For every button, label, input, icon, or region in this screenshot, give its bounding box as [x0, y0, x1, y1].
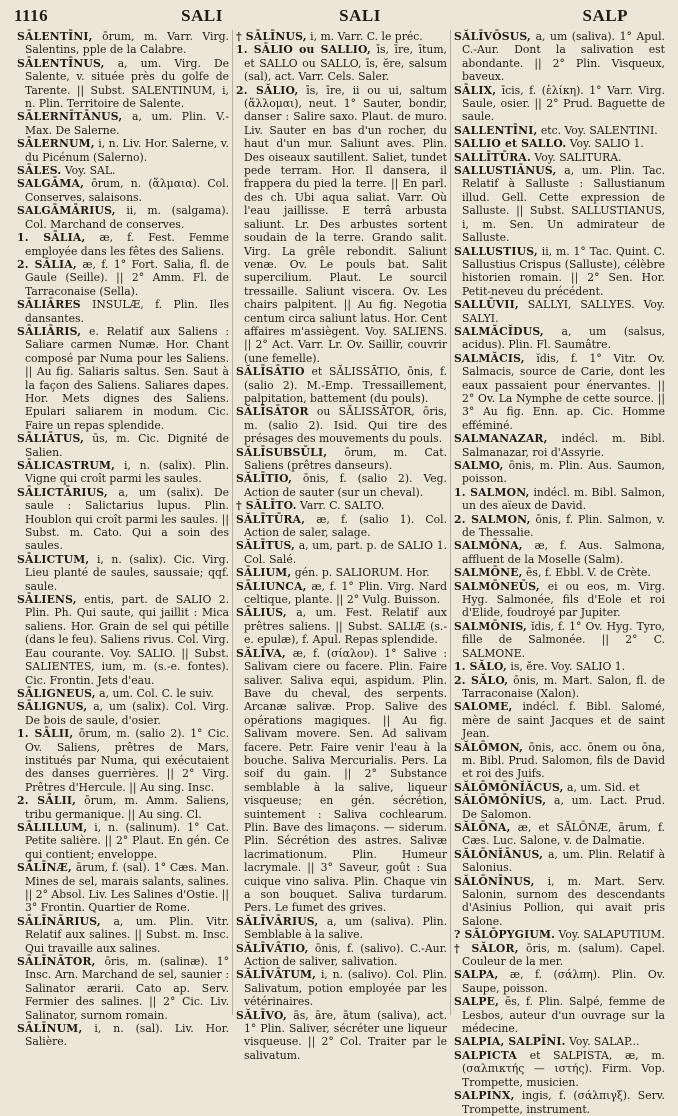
entry-headword: SALGĀMĀRIUS,	[17, 204, 116, 218]
entry-definition: æ, et SĂLŌNÆ, ārum, f. Cæs. Luc. Salone, v. de Dalmatie.	[462, 820, 665, 848]
dictionary-entry	[236, 915, 447, 942]
entry-definition: ōnis, acc. ōnem ou ōna, m. Bibl. Prud. Salomon, fils de David et roi des Juifs.	[462, 740, 665, 781]
entry-headword: SĂLĪTIO,	[236, 472, 293, 486]
entry-headword: 1. SĀLIA,	[17, 231, 86, 245]
entry-headword: SALPICTA	[454, 1048, 517, 1062]
entry-headword: SĂLŌMŌNĬUS,	[454, 794, 547, 808]
entry-headword: SĂLŌNĪNUS,	[454, 874, 535, 888]
entry-headword: SALLENTĪNI,	[454, 123, 538, 137]
entry-headword: SALLĪTŪRA.	[454, 150, 531, 164]
entry-definition: īcis, f. (ἑλίκη). 1° Varr. Virg. Saule, osier. || 2° Prud. Baguette de saule.	[462, 83, 665, 124]
entry-definition: a, um. Virg. De Salente, v. située près du golfe de Tarente. || Subst. SALENTINUM, i, n. Plin. Territoire de Salente.	[25, 56, 229, 111]
entry-definition: indécl. m. Bibl. Salmon, un des aïeux de David.	[462, 485, 665, 513]
column-3	[450, 30, 668, 1116]
entry-headword: SĀLIUS,	[236, 606, 287, 620]
dictionary-entry	[236, 43, 447, 83]
entry-headword: † SĀLĪNUS,	[236, 30, 307, 43]
entry-headword: 1. SĀLIO ou SALLIO,	[236, 43, 371, 57]
entry-definition: et SALPISTA, æ, m. (σαλπικτής — ιστής). Firm. Vop. Trompette, musicien.	[462, 1048, 665, 1089]
entry-definition: a, um, part. p. de SALIO 1. Col. Salé.	[244, 539, 447, 566]
entry-definition: a, um (saliva). Plin. Semblable à la salive.	[244, 914, 447, 942]
entry-definition: æ, f. (σίαλον). 1° Salive : Salivam ciere ou facere. Plin. Faire saliver. Saliva equi, aspidum. Plin. Bave du cheval, des serpents. Arcanæ salivæ. Prop. Salive des opérations magiques. || Au fig. Salivam movere. Sen. Ad salivam facere. Petr. Faire venir l'eau à la bouche. Saliva Mercurialis. Pers. La soif du gain. || 2° Substance semblable à la salive, liqueur visqueuse; en gén. sécrétion, suintement : Saliva cochlearum. Plin. Bave des limaçons. — siderum. Plin. Sécrétion des astres. Salivæ lacrimationum. Plin. Humeur lacrymale. || 3° Saveur, goût : Sua cuique vino saliva. Plin. Chaque vin a son bouquet. Saliva turdarum. Pers. Le fumet des grives.	[244, 646, 447, 915]
entry-definition: Voy. SALITURA.	[534, 150, 622, 164]
dictionary-entry	[454, 30, 665, 84]
entry-definition: a, um. Plin. Tac. Relatif à Salluste : Sallustianum illud. Gell. Cette expression de Salluste. || Subst. SALLUSTIANUS, i, m. Sen. Un admirateur de Salluste.	[462, 164, 665, 245]
entry-definition: i, n. (salix). Plin. Vigne qui croît parmi les saules.	[25, 459, 230, 486]
dictionary-entry	[17, 486, 229, 553]
column-1	[14, 30, 232, 1049]
entry-definition: Voy. SALAP...	[569, 1035, 640, 1049]
entry-headword: 1. SALMON,	[454, 485, 530, 499]
entry-headword: † SĂLĪTO.	[236, 499, 297, 513]
entry-headword: SALLUSTIUS,	[454, 244, 538, 258]
entry-headword: SALMŌNE,	[454, 566, 523, 580]
entry-headword: SĀLIENS,	[17, 593, 77, 607]
dictionary-entry	[454, 1089, 665, 1116]
entry-headword: 1. SĀLII,	[17, 727, 74, 741]
dictionary-entry	[17, 57, 229, 111]
dictionary-entry	[454, 137, 665, 150]
entry-definition: īs, īre, ītum, et SALLO ou SALLO, īs, ĕre, salsum (sal), act. Varr. Cels. Saler.	[244, 43, 447, 84]
dictionary-entry	[454, 660, 665, 673]
column-2	[232, 30, 450, 1062]
dictionary-entry	[236, 539, 447, 566]
entry-headword: SALMŌNEŪS,	[454, 579, 540, 593]
page-number: 1116	[14, 6, 49, 25]
entry-headword: SĀLICASTRUM,	[17, 459, 116, 472]
entry-headword: SALLIO et SALLO.	[454, 137, 567, 151]
dictionary-entry	[17, 1022, 229, 1049]
entry-headword: 1. SĂLO,	[454, 660, 507, 674]
dictionary-entry	[236, 606, 447, 646]
entry-definition: ōnis, f. Plin. Salmon, v. de Thessalie.	[462, 512, 666, 540]
entry-definition: ōrum, m. Amm. Saliens, tribu germanique. || Au sing. Cl.	[25, 794, 229, 821]
dictionary-entry	[454, 620, 665, 660]
entry-definition: ōrum, m. (salio 2). 1° Cic. Ov. Saliens, prêtres de Mars, institués par Numa, qui exécutaient des danses guerrières. || 2° Virg. Prêtres d'Hercule. || Au sing. Insc.	[25, 727, 229, 794]
entry-definition: ii, m. (salgama). Col. Marchand de conserves.	[25, 204, 229, 231]
entry-headword: SĂLĪVĀTUM,	[236, 968, 317, 982]
dictionary-entry	[17, 164, 229, 177]
dictionary-entry	[454, 151, 665, 164]
dictionary-entry	[17, 177, 229, 204]
dictionary-entry	[17, 432, 229, 459]
entry-definition: ĭdis, f. 1° Vitr. Ov. Salmacis, source de Carie, dont les eaux passaient pour énervantes. || 2° Ov. La Nymphe de cette source. || 3° Au fig. Enn. ap. Cic. Homme efféminé.	[462, 351, 665, 432]
entry-definition: gén. p. SALIORUM. Hor.	[294, 566, 430, 580]
dictionary-entry	[454, 995, 665, 1035]
dictionary-entry	[236, 968, 447, 1008]
entry-headword: SALPA,	[454, 968, 499, 982]
guide-word-right: SALP	[582, 6, 628, 25]
dictionary-entry	[454, 298, 665, 325]
entry-headword: SĀLĪNĀRIUS,	[17, 914, 101, 928]
entry-headword: ? SĂLŌPYGIUM.	[454, 928, 556, 942]
dictionary-entry	[17, 915, 229, 955]
entry-definition: a, um (salix). De saule : Salictarius lupus. Plin. Houblon qui croît parmi les saules. || Subst. m. Cato. Qui a soin des saules.	[25, 485, 230, 553]
entry-definition: ōnis, f. (salivo). C.-Aur. Action de saliver, salivation.	[244, 941, 447, 969]
entry-headword: SĀLERNĪTĀNUS,	[17, 110, 123, 124]
entry-definition: æ, f. 1° Plin. Virg. Nard celtique, plante. || 2° Vulg. Buisson.	[244, 579, 447, 607]
entry-headword: SĂLĪTUS,	[236, 539, 296, 553]
dictionary-entry	[454, 741, 665, 781]
entry-definition: ōrum, m. Cat. Saliens (prêtres danseurs).	[244, 445, 447, 472]
entry-headword: SĀLĪNÆ,	[17, 861, 73, 875]
entry-headword: SĂLĪVŌSUS,	[454, 30, 531, 43]
guide-word-left: SALI	[181, 6, 223, 25]
entry-definition: æ, f. Aus. Salmona, affluent de la Moselle (Salm).	[462, 539, 665, 566]
entry-headword: SĀLIUM,	[236, 566, 292, 580]
entry-headword: 2. SĂLIO,	[236, 83, 299, 97]
entry-headword: 2. SALMON,	[454, 512, 531, 526]
entry-definition: i, n. Liv. Hor. Salerne, v. du Picénum (Salerno).	[25, 137, 229, 164]
entry-definition: ōnis, m. Mart. Salon, fl. de Tarraconaise (Xalon).	[462, 673, 666, 700]
entry-definition: ūs, m. Cic. Dignité de Salien.	[25, 432, 229, 459]
dictionary-entry	[236, 1009, 447, 1063]
entry-definition: is, ĕre. Voy. SALIO 1.	[510, 660, 626, 674]
entry-headword: SALMANAZAR,	[454, 432, 548, 446]
dictionary-entry	[17, 700, 229, 727]
entry-headword: SĂLĪVO,	[236, 1008, 287, 1022]
dictionary-entry	[17, 794, 229, 821]
dictionary-entry	[454, 674, 665, 701]
dictionary-entry	[17, 30, 229, 57]
entry-definition: et SĂLISSĀTIO, ōnis, f. (salio 2). M.-Emp. Tressaillement, palpitation, battement (du pouls).	[244, 365, 447, 405]
dictionary-entry	[17, 727, 229, 794]
entry-definition: ās, āre, ātum (saliva), act. 1° Plin. Saliver, sécréter une liqueur visqueuse. || 2° Col. Traiter par le salivatum.	[244, 1008, 448, 1062]
dictionary-entry	[454, 875, 665, 929]
entry-definition: SALLYI, SALLYES. Voy. SALYI.	[462, 298, 665, 325]
entry-headword: † SĂLOR,	[454, 941, 519, 955]
entry-headword: 2. SĀLII,	[17, 794, 77, 808]
entry-definition: æ, f. Fest. Femme employée dans les fêtes des Saliens.	[25, 231, 229, 258]
entry-headword: SĀLERNUM,	[17, 137, 95, 151]
dictionary-entry	[454, 821, 665, 848]
entry-definition: īs, īre, ii ou ui, saltum (ἅλλομαι), neut. 1° Sauter, bondir, danser : Salire saxo. Plaut. de muro. Liv. Sauter en bas d'un rocher, du haut d'un mur. Saliunt aves. Plin. Des oiseaux sautillent. Saliet, tundet pede terram. Hor. Il dansera, il frappera du pied la terre. || En parl. des ch. Ubi aqua saliat. Varr. Où l'eau jaillisse. E terrâ arbusta saliunt. Lr. Des arbustes sortent soudain de la terre. Grando salit. Virg. La grêle rebondit. Saliunt venæ. Ov. Le pouls bat. Salit supercilium. Plaut. Le sourcil tressaille. Saliunt viscera. Ov. Les chairs palpitent. || Au fig. Negotia centum circa saliunt latus. Hor. Cent affaires m'assiègent. Voy. SALIENS. || 2° Act. Varr. Lr. Ov. Saillir, couvrir (une femelle).	[244, 83, 447, 365]
entry-definition: ii, m. 1° Tac. Quint. C. Sallustius Crispus (Salluste), célèbre historien romain. || 2° Sen. Hor. Petit-neveu du précédent.	[462, 244, 665, 298]
entry-headword: SALMĂCIS,	[454, 351, 525, 365]
dictionary-entry	[17, 231, 229, 258]
dictionary-entry	[454, 1049, 665, 1089]
entry-definition: a, um (salix). Col. Virg. De bois de saule, d'osier.	[25, 700, 229, 727]
entry-headword: SALLUSTIĀNUS,	[454, 164, 557, 178]
entry-definition: æ, f. 1° Fort. Salia, fl. de Gaule (Seille). || 2° Amm. Fl. de Tarraconaise (Sella).	[25, 257, 229, 298]
entry-headword: SĂLĪSUBSŪLI,	[236, 445, 328, 459]
dictionary-entry	[454, 848, 665, 875]
entry-headword: SĂLĪVĀRIUS,	[236, 914, 319, 928]
dictionary-entry	[236, 566, 447, 579]
dictionary-entry	[17, 955, 229, 1022]
entry-definition: a, um. Fest. Relatif aux prêtres saliens. || Subst. SALIÆ (s.-e. epulæ), f. Apul. Repas splendide.	[244, 606, 447, 647]
entry-definition: indécl. f. Bibl. Salomé, mère de saint Jacques et de saint Jean.	[462, 700, 666, 741]
entry-headword: SALMŌNIS,	[454, 619, 528, 633]
dictionary-entry	[236, 472, 447, 499]
entry-headword: SĀLĪNĀTOR,	[17, 955, 96, 969]
dictionary-entry	[17, 459, 229, 486]
running-header	[14, 6, 668, 30]
dictionary-entry	[17, 687, 229, 700]
entry-headword: SĀLIGNEUS,	[17, 686, 96, 700]
entry-headword: SĀLICTĀRIUS,	[17, 485, 108, 499]
entry-definition: etc. Voy. SALENTINI.	[540, 123, 658, 137]
dictionary-entry	[236, 513, 447, 540]
entry-headword: SALGĀMA,	[17, 177, 85, 191]
dictionary-entry	[17, 593, 229, 687]
entry-definition: Varr. C. SALTO.	[300, 499, 385, 513]
dictionary-entry	[236, 647, 447, 915]
entry-definition: a, um. Lact. Prud. De Salomon.	[462, 794, 665, 821]
dictionary-entry	[17, 204, 229, 231]
entry-headword: SALPINX,	[454, 1089, 515, 1103]
dictionary-entry	[454, 942, 665, 969]
entry-definition: a, um. Sid. et	[567, 780, 640, 794]
entry-headword: SĂLĪVĀTIO,	[236, 941, 309, 955]
dictionary-entry	[454, 164, 665, 244]
entry-definition: ou SĂLISSĀTOR, ōris, m. (salio 2). Isid. Qui tire des présages des mouvements du pouls.	[244, 405, 447, 446]
entry-headword: SĀLIĀTUS,	[17, 432, 85, 446]
dictionary-entry	[454, 84, 665, 124]
dictionary-entry	[236, 405, 447, 445]
entry-headword: SĀLIX,	[454, 83, 497, 97]
entry-headword: SĀLIĀRES	[17, 298, 81, 312]
entry-headword: SĂLĪTŪRA,	[236, 512, 306, 526]
entry-definition: ei ou eos, m. Virg. Hyg. Salmonée, fils d'Eole et roi d'Elide, foudroyé par Jupiter.	[462, 579, 666, 620]
entry-headword: SĀLICTUM,	[17, 552, 90, 566]
entry-headword: SALPIA, SALPĪNI.	[454, 1035, 566, 1049]
entry-definition: a, um. Plin. Vitr. Relatif aux salines. || Subst. m. Insc. Qui travaille aux salines.	[25, 914, 230, 955]
entry-headword: SĀLIUNCA,	[236, 579, 307, 593]
entry-headword: SĂLĪVA,	[236, 646, 286, 660]
entry-headword: 2. SĀLIA,	[17, 257, 77, 271]
entry-headword: SĂLŌMON,	[454, 740, 524, 754]
entry-definition: ōnis, m. Plin. Aus. Saumon, poisson.	[462, 459, 665, 486]
entry-definition: a, um. Plin. Relatif à Salonius.	[462, 847, 665, 875]
dictionary-entry	[236, 365, 447, 405]
dictionary-entry	[454, 459, 665, 486]
entry-headword: SĂLŌNA,	[454, 820, 511, 834]
entry-headword: SALMĂCĬDUS,	[454, 324, 544, 338]
dictionary-entry	[454, 513, 665, 540]
dictionary-entry	[454, 1035, 665, 1048]
dictionary-entry	[17, 298, 229, 325]
entry-headword: SĂLŌMŌNĬĂCUS,	[454, 780, 564, 794]
entry-headword: SĂLĪSĀTIO	[236, 365, 305, 379]
entry-definition: ingis, f. (σάλπιγξ). Serv. Trompette, instrument.	[462, 1089, 665, 1116]
entry-definition: ōris, m. (salum). Capel. Couleur de la mer.	[462, 941, 665, 969]
entry-definition: i, m. Varr. C. le préc.	[310, 30, 423, 43]
entry-definition: INSULÆ, f. Plin. Iles dansantes.	[25, 298, 229, 325]
dictionary-entry	[454, 352, 665, 432]
entry-headword: SĀLILLUM,	[17, 820, 88, 834]
entry-definition: a, um. Col. C. le suiv.	[99, 686, 214, 700]
entry-headword: SALPE,	[454, 995, 500, 1009]
entry-definition: i, n. (sal). Liv. Hor. Salière.	[25, 1022, 229, 1049]
entry-definition: Voy. SALIO 1.	[569, 137, 644, 151]
entry-headword: SALMŌNA,	[454, 539, 523, 553]
entry-headword: SĀLES.	[17, 164, 62, 178]
entry-headword: SALLŪVII,	[454, 298, 519, 312]
dictionary-entry	[454, 124, 665, 137]
dictionary-entry	[454, 325, 665, 352]
dictionary-entry	[236, 942, 447, 969]
dictionary-entry	[236, 30, 447, 43]
dictionary-entry	[454, 539, 665, 566]
entry-definition: a, um (salsus, acidus). Plin. Fl. Saumâtre.	[462, 324, 665, 352]
entry-definition: ōrum, n. (ἅλμαια). Col. Conserves, salaisons.	[25, 177, 229, 204]
dictionary-entry	[454, 794, 665, 821]
dictionary-entry	[454, 580, 665, 620]
dictionary-entry	[454, 486, 665, 513]
dictionary-entry	[454, 432, 665, 459]
dictionary-entry	[236, 84, 447, 366]
dictionary-entry	[236, 446, 447, 473]
dictionary-entry	[17, 258, 229, 298]
dictionary-entry	[17, 821, 229, 861]
dictionary-entry	[454, 928, 665, 941]
entry-definition: æ, f. (σάλπη). Plin. Ov. Saupe, poisson.	[462, 968, 666, 995]
dictionary-entry	[17, 553, 229, 593]
guide-word-center: SALI	[339, 6, 381, 25]
dictionary-entry	[236, 580, 447, 607]
entry-definition: i, n. (salivo). Col. Plin. Salivatum, potion employée par les vétérinaires.	[244, 968, 447, 1009]
entry-definition: ōnis, f. (salio 2). Veg. Action de sauter (sur un cheval).	[244, 472, 447, 499]
entry-headword: SĀLIGNUS,	[17, 700, 88, 714]
entry-definition: ōris, m. (salinæ). 1° Insc. Arn. Marchand de sel, saunier : Salinator ærarii. Cato ap. Serv. Fermier des salines. || 2° Cic. Liv. Salinator, surnom romain.	[25, 955, 229, 1022]
entry-definition: i, n. (salix). Cic. Virg. Lieu planté de saules, saussaie; qqf. saule.	[25, 552, 229, 593]
entry-definition: entis, part. de SALIO 2. Plin. Ph. Qui saute, qui jaillit : Mica saliens. Hor. Grain de sel qui pétille (dans le feu). Saliens rivus. Col. Virg. Eau courante. Voy. SALIO. || Subst. SALIENTES, ium, m. (s.-e. fontes). Cic. Frontin. Jets d'eau.	[25, 593, 229, 687]
entry-definition: a, um (saliva). 1° Apul. C.-Aur. Dont la salivation est abondante. || 2° Plin. Visqueux, baveux.	[462, 30, 665, 84]
entry-headword: SĀLENTĪNUS,	[17, 56, 105, 70]
entry-headword: SALOME,	[454, 700, 513, 714]
dictionary-entry	[454, 566, 665, 579]
entry-definition: ēs, f. Plin. Salpé, femme de Lesbos, auteur d'un ouvrage sur la médecine.	[462, 995, 665, 1036]
entry-definition: a, um. Plin. V.-Max. De Salerne.	[25, 110, 229, 137]
entry-definition: i, m. Mart. Serv. Salonin, surnom des descendants d'Asinius Pollion, qui avait pris Salone.	[462, 874, 665, 928]
dictionary-entry	[17, 325, 229, 432]
entry-headword: SĀLIĀRIS,	[17, 324, 82, 338]
dictionary-entry	[17, 861, 229, 915]
entry-definition: Voy. SAL.	[64, 164, 116, 178]
dictionary-entry	[454, 245, 665, 299]
entry-headword: SĂLŌNĬĀNUS,	[454, 847, 544, 861]
dictionary-entry	[17, 110, 229, 137]
entry-headword: SĀLENTĪNI,	[17, 30, 93, 43]
entry-headword: SALMO,	[454, 459, 504, 472]
dictionary-entry	[454, 781, 665, 794]
dictionary-entry	[454, 700, 665, 740]
entry-definition: ĭdis, f. 1° Ov. Hyg. Tyro, fille de Salmonée. || 2° C. SALMONE.	[462, 619, 665, 660]
entry-definition: Voy. SALAPUTIUM.	[558, 928, 665, 942]
entry-definition: i, n. (salinum). 1° Cat. Petite salière. || 2° Plaut. En gén. Ce qui contient; enveloppe.	[25, 820, 229, 861]
entry-definition: æ, f. (salio 1). Col. Action de saler, salage.	[244, 512, 448, 540]
entry-headword: SĂLĪSĀTOR	[236, 405, 309, 419]
entry-definition: indécl. m. Bibl. Salmanazar, roi d'Assyrie.	[462, 432, 666, 459]
dictionary-entry	[236, 499, 447, 512]
entry-definition: ārum, f. (sal). 1° Cæs. Man. Mines de sel, marais salants, salines. || 2° Absol. Liv. Les Salines d'Ostie. || 3° Frontin. Quartier de Rome.	[25, 861, 229, 915]
entry-definition: ōrum, m. Varr. Virg. Salentins, pple de la Calabre.	[25, 30, 229, 57]
entry-definition: e. Relatif aux Saliens : Saliare carmen Numæ. Hor. Chant composé par Numa pour les Saliens. || Au fig. Saliaris saltus. Sen. Saut à la façon des Saliens. Saliares dapes. Hor. Mets dignes des Saliens. Epulari saliarem in modum. Cic. Faire un repas splendide.	[25, 324, 229, 432]
entry-headword: 2. SĂLO,	[454, 673, 509, 687]
columns	[14, 30, 668, 1116]
entry-definition: ēs, f. Ebbl. V. de Crète.	[526, 566, 651, 580]
entry-headword: SĀLĪNUM,	[17, 1022, 83, 1036]
dictionary-entry	[454, 968, 665, 995]
dictionary-entry	[17, 137, 229, 164]
